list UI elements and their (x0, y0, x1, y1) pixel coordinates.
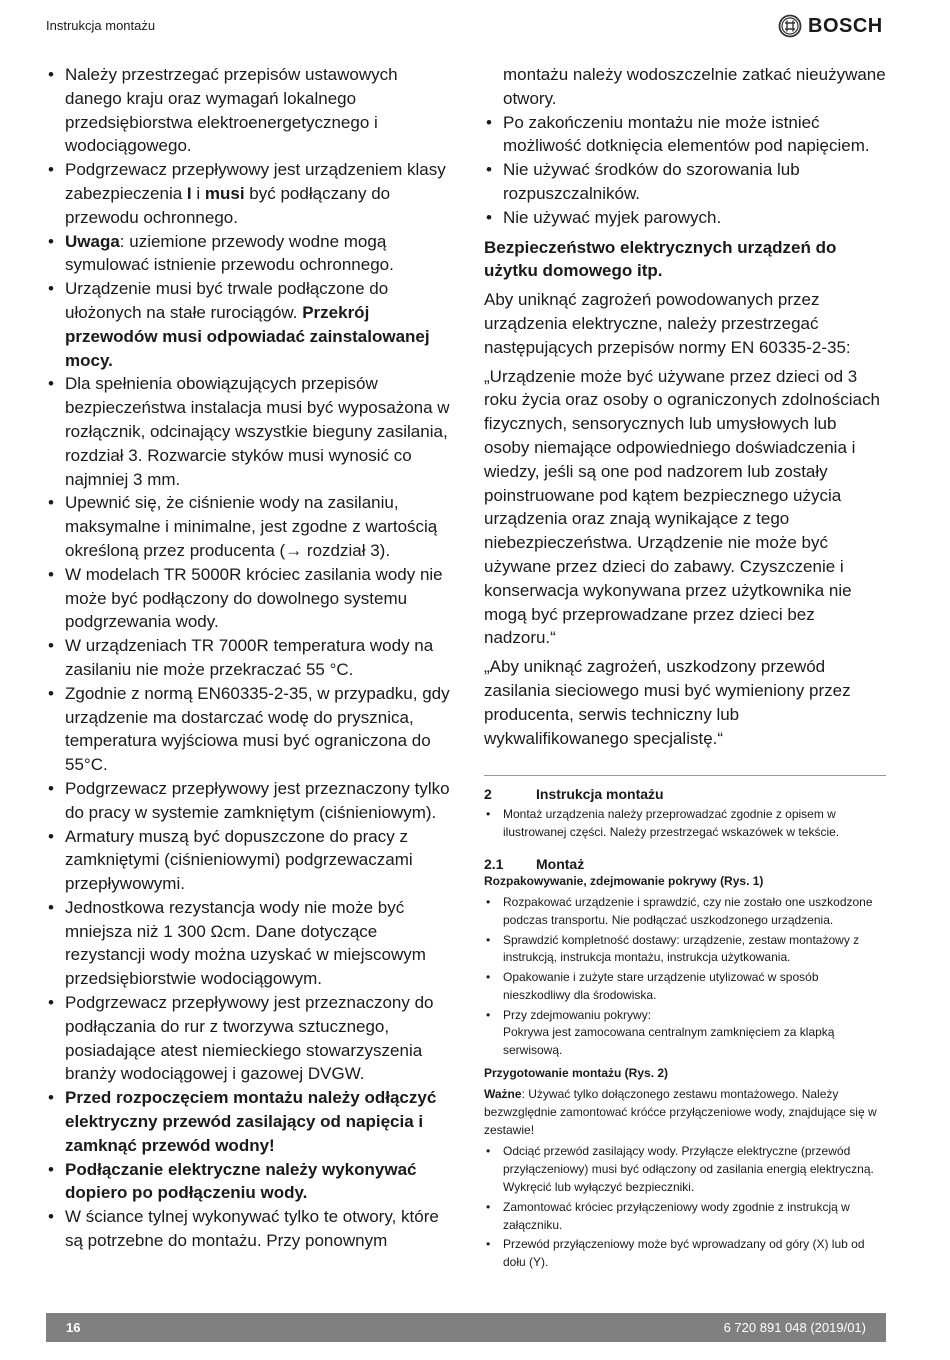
list-item: • W ściance tylnej wykonywać tylko te otwory, które są potrzebne do montażu. Przy ponownym (46, 1205, 456, 1253)
list-item: • Jednostkowa rezystancja wody nie może być mniejsza niż 1 300 Ωcm. Dane dotyczące rezystancji wody można uzyskać w miejscowym przedsiębiorstwie wodociągowym. (46, 896, 456, 991)
important-note: Ważne: Używać tylko dołączonego zestawu montażowego. Należy bezwzględnie zamontować króćce przyłączeniowe wody, znajdujące się w zestawie! (484, 1087, 877, 1137)
list-item: • Zgodnie z normą EN60335-2-35, w przypadku, gdy urządzenie ma dostarczać wodę do prysznica, temperatura wyjściowa musi być ograniczona do 55°C. (46, 682, 456, 777)
list-item: • Nie używać środków do szorowania lub rozpuszczalników. (484, 158, 886, 206)
section-heading: 2 Instrukcja montażu (484, 786, 664, 803)
electrical-safety-heading: Bezpieczeństwo elektrycznych urządzeń do użytku domowego itp. (484, 237, 837, 281)
list-item: • Sprawdzić kompletność dostawy: urządzenie, zestaw montażowy z instrukcją, instrukcja montażu, instrukcja użytkowania. (484, 932, 886, 968)
list-item: • Upewnić się, że ciśnienie wody na zasilaniu, maksymalne i minimalne, jest zgodne z wartością określoną przez producenta (→ rozdział 3). (46, 491, 456, 562)
bosch-armature-icon (778, 14, 802, 38)
right-column (484, 63, 886, 1274)
quote-paragraph: „Urządzenie może być używane przez dzieci od 3 roku życia oraz osoby o ograniczonych zdolnościach fizycznych, sensorycznych lub umysłowych lub osoby niemające odpowiedniego doświadczenia i wiedzy, jeśli są one pod nadzorem lub zostały poinstruowane pod kątem bezpiecznego użycia urządzenia oraz znają wynikające z tego niebezpieczeństwa. Urządzenie nie może być używane przez dzieci do zabawy. Czyszczenie i konserwacja wykonywana przez użytkownika nie mogą być przeprowadzane przez dzieci bez nadzoru.“ (484, 366, 880, 648)
unpacking-list (484, 894, 886, 1060)
list-item: • Przy zdejmowaniu pokrywy: Pokrywa jest zamocowana centralnym zamknięciem za klapką serwisową. (484, 1007, 886, 1060)
list-item: • Urządzenie musi być trwale podłączone do ułożonych na stałe rurociągów. Przekrój przewodów musi odpowiadać zainstalowanej mocy. (46, 277, 456, 372)
section-divider (484, 775, 886, 776)
list-item: • Dla spełnienia obowiązujących przepisów bezpieczeństwa instalacja musi być wyposażona w rozłącznik, odcinający wszystkie bieguny zasilania, rozdział 3. Rozwarcie styków musi wynosić co najmniej 3 mm. (46, 372, 456, 491)
list-item: • Opakowanie i zużyte stare urządzenie utylizować w sposób nieszkodliwy dla środowiska. (484, 969, 886, 1005)
list-item: • Podgrzewacz przepływowy jest przeznaczony tylko do pracy w systemie zamkniętym (ciśnieniowym). (46, 777, 456, 825)
list-item: • Nie używać myjek parowych. (484, 206, 886, 230)
quote-paragraph: „Aby uniknąć zagrożeń, uszkodzony przewód zasilania sieciowego musi być wymieniony przez producenta, serwis techniczny lub wykwalifikowanego specjalistę.“ (484, 657, 851, 748)
list-item: • W modelach TR 5000R króciec zasilania wody nie może być podłączony do dowolnego systemu podgrzewania wody. (46, 563, 456, 634)
document-number: 6 720 891 048 (2019/01) (723, 1320, 866, 1335)
bosch-logo (778, 14, 883, 38)
list-item: • Montaż urządzenia należy przeprowadzać zgodnie z opisem w ilustrowanej części. Należy przestrzegać wskazówek w tekście. (484, 806, 886, 842)
header-title: Instrukcja montażu (46, 18, 156, 33)
subsection-heading: 2.1 Montaż (484, 855, 585, 872)
list-item: • Należy przestrzegać przepisów ustawowych danego kraju oraz wymagań lokalnego przedsiębiorstwa elektroenergetycznego i wodociągowego. (46, 63, 456, 158)
section-intro-list (484, 806, 886, 842)
footer-bar (46, 1313, 886, 1342)
left-column (46, 63, 456, 1253)
safety-list (46, 63, 456, 1253)
subheading-preparation: Przygotowanie montażu (Rys. 2) (484, 1066, 669, 1081)
bosch-wordmark: BOSCH (808, 14, 883, 37)
subheading-unpacking: Rozpakowywanie, zdejmowanie pokrywy (Rys. 1) (484, 873, 764, 888)
list-item: • Przewód przyłączeniowy może być wprowadzany od góry (X) lub od dołu (Y). (484, 1236, 886, 1272)
list-item: • Po zakończeniu montażu nie może istnieć możliwość dotknięcia elementów pod napięciem. (484, 111, 886, 159)
list-item: • Odciąć przewód zasilający wody. Przyłącze elektryczne (przewód przyłączeniowy) musi być odłączony od zasilania energią elektryczną. Wykręcić lub wyłączyć bezpieczniki. (484, 1143, 886, 1196)
safety-list-continued (484, 111, 886, 230)
list-item: • Zamontować króciec przyłączeniowy wody zgodnie z instrukcją w załączniku. (484, 1199, 886, 1235)
list-item: • Uwaga: uziemione przewody wodne mogą symulować istnienie przewodu ochronnego. (46, 230, 456, 278)
paragraph: Aby uniknąć zagrożeń powodowanych przez urządzenia elektryczne, należy przestrzegać następujących przepisów normy EN 60335-2-35: (484, 290, 851, 357)
list-item: • Armatury muszą być dopuszczone do pracy z zamkniętymi (ciśnieniowymi) podgrzewaczami przepływowymi. (46, 825, 456, 896)
arrow-right-icon: → (285, 540, 303, 560)
preparation-list (484, 1143, 886, 1272)
list-item: • Podgrzewacz przepływowy jest urządzeniem klasy zabezpieczenia I i musi być podłączany do przewodu ochronnego. (46, 158, 456, 229)
list-item: • W urządzeniach TR 7000R temperatura wody na zasilaniu nie może przekraczać 55 °C. (46, 634, 456, 682)
page-number: 16 (66, 1320, 81, 1335)
list-item: • Rozpakować urządzenie i sprawdzić, czy nie zostało one uszkodzone podczas transportu. Nie podłączać uszkodzonego urządzenia. (484, 894, 886, 930)
list-item: • Podłączanie elektryczne należy wykonywać dopiero po podłączeniu wody. (46, 1158, 456, 1206)
list-item: • Przed rozpoczęciem montażu należy odłączyć elektryczny przewód zasilający od napięcia i zamknąć przewód wodny! (46, 1086, 456, 1157)
list-item-continuation: montażu należy wodoszczelnie zatkać nieużywane otwory. (503, 65, 886, 108)
list-item: • Podgrzewacz przepływowy jest przeznaczony do podłączania do rur z tworzywa sztucznego, posiadające atest niemieckiego stowarzyszenia branży wodociągowej i gazowej DVGW. (46, 991, 456, 1086)
